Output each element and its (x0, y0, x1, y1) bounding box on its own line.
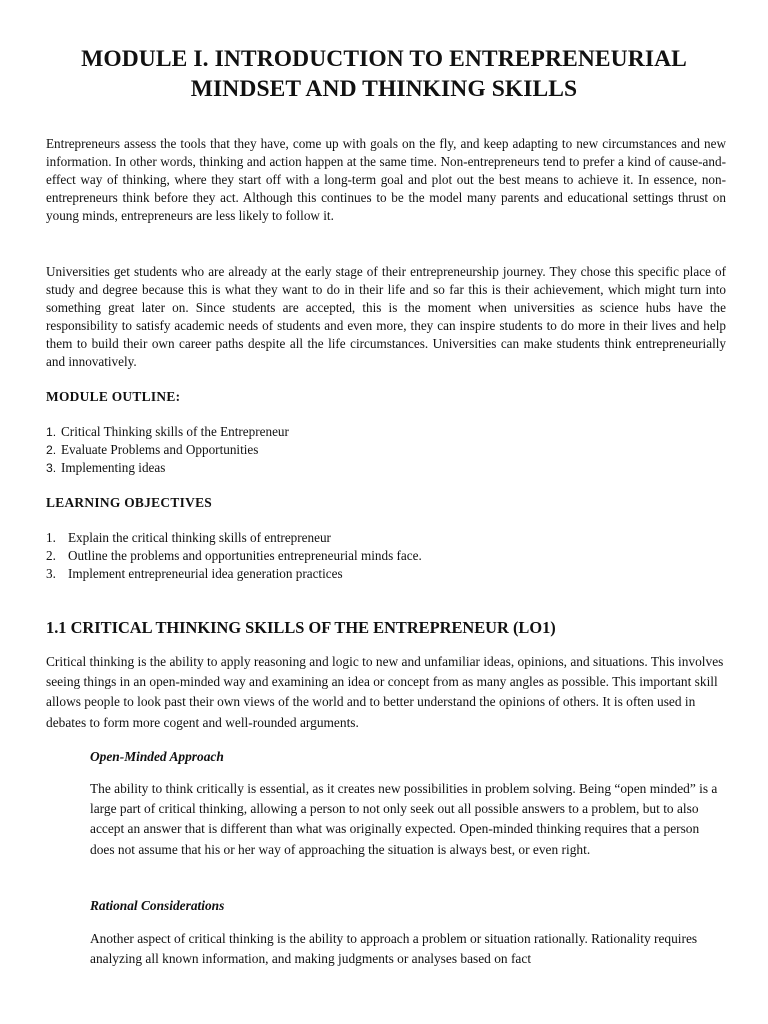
learning-objectives-list (46, 529, 422, 583)
list-number: 2. (46, 443, 57, 457)
learning-objectives-heading: LEARNING OBJECTIVES (46, 495, 213, 510)
learning-objective-item (46, 547, 422, 565)
module-title (40, 44, 728, 104)
list-item-text: Critical Thinking skills of the Entrepreneur (61, 424, 289, 439)
list-number: 3. (46, 461, 57, 475)
learning-objective-item (46, 565, 422, 583)
rational-considerations-paragraph: Another aspect of critical thinking is the ability to approach a problem or situation rationally. Rationality requires analyzing all known information, and making judgments or analyses based on fact (90, 931, 698, 967)
open-minded-approach-paragraph: The ability to think critically is essential, as it creates new possibilities in problem solving. Being “open minded” is a large part of critical thinking, allowing a person to not only seek out all possible answers to a problem, but to also accept an answer that is different than what was originally expected. Open-minded thinking requires that a person does not assume that his or her way of approaching the situation is always best, or even right. (90, 781, 718, 857)
list-item-text: Implement entrepreneurial idea generation practices (68, 566, 343, 581)
module-outline-item (46, 423, 289, 441)
module-title-line-1: MODULE I. INTRODUCTION TO ENTREPRENEURIAL (81, 46, 687, 72)
section-1-1-paragraph: Critical thinking is the ability to apply reasoning and logic to new and unfamiliar ideas, opinions, and situations. This involves seeing things in an open-minded way and examining an idea or concept from as many angles as possible. This important skill allows people to look past their own views of the world and to better understand the opinions of others. It is often used in debates to form more cogent and well-rounded arguments. (46, 654, 724, 730)
intro-paragraph-2: Universities get students who are already at the early stage of their entrepreneurship journey. They chose this specific place of study and degree because this is what they want to do in their life and so far this is their achievement, which might turn into something great later on. Since students are accepted, this is the moment when universities as science hubs have the responsibility to satisfy academic needs of students and even more, they can inspire students to do more in their lives and help them to build their own career paths despite all the life circumstances. Universities can make students think entrepreneurially and innovatively. (46, 264, 726, 369)
list-number: 1. (46, 530, 56, 545)
module-outline-heading: MODULE OUTLINE: (46, 389, 181, 404)
list-item-text: Outline the problems and opportunities entrepreneurial minds face. (68, 548, 422, 563)
module-title-line-2: MINDSET AND THINKING SKILLS (190, 76, 578, 102)
module-outline-item (46, 459, 289, 477)
list-number: 1. (46, 425, 57, 439)
list-number: 2. (46, 548, 56, 563)
learning-objective-item (46, 529, 422, 547)
section-heading-1-1: 1.1 CRITICAL THINKING SKILLS OF THE ENTREPRENEUR (LO1) (46, 618, 556, 637)
list-item-text: Evaluate Problems and Opportunities (61, 442, 259, 457)
open-minded-approach-heading: Open-Minded Approach (90, 749, 224, 764)
rational-considerations-heading: Rational Considerations (90, 898, 225, 913)
list-number: 3. (46, 566, 56, 581)
module-outline-list (46, 423, 289, 477)
intro-paragraph-1: Entrepreneurs assess the tools that they have, come up with goals on the fly, and keep adapting to new circumstances and new information. In other words, thinking and action happen at the same time. Non-entrepreneurs tend to prefer a kind of cause-and-effect way of thinking, where they start off with a long-term goal and plot out the best means to achieve it. In essence, non-entrepreneurs think before they act. Although this continues to be the model many parents and educational settings thrust on young minds, entrepreneurs are less likely to follow it. (46, 136, 726, 223)
list-item-text: Implementing ideas (61, 460, 166, 475)
list-item-text: Explain the critical thinking skills of entrepreneur (68, 530, 331, 545)
module-outline-item (46, 441, 289, 459)
